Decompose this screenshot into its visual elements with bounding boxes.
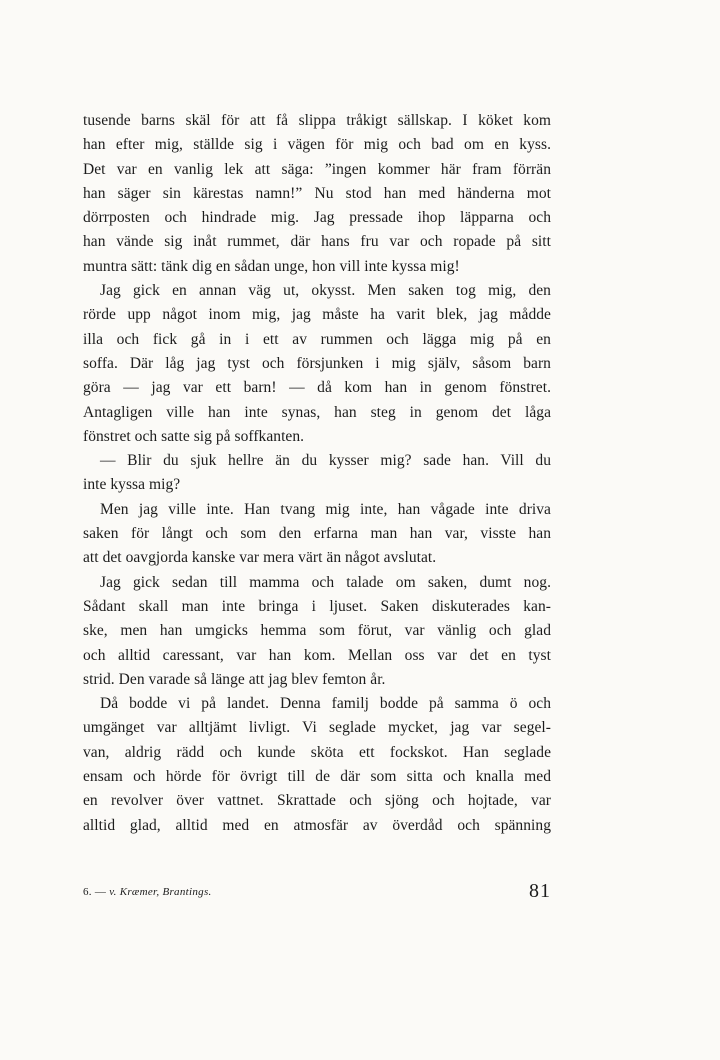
text-line: Då bodde vi på landet. Denna familj bodde på samma ö och — [100, 695, 551, 713]
printer-signature — [83, 886, 212, 898]
text-line: ensam och hörde för övrigt till de där som sitta och knalla med — [83, 768, 551, 786]
text-line: Men jag ville inte. Han tvang mig inte, han vågade inte driva — [100, 500, 551, 518]
text-line: soffa. Där låg jag tyst och försjunken i mig själv, såsom barn — [83, 354, 551, 372]
signature-number: 6. — — [83, 886, 110, 898]
page-footer — [83, 880, 551, 910]
text-line: muntra sätt: tänk dig en sådan unge, hon vill inte kyssa mig! — [83, 257, 460, 275]
text-line: Antagligen ville han inte synas, han steg in genom det låga — [83, 403, 551, 421]
text-line: Sådant skall man inte bringa i ljuset. Saken diskuterades kan- — [83, 597, 551, 615]
text-line: inte kyssa mig? — [83, 476, 181, 494]
text-line: umgänget var alltjämt livligt. Vi seglade mycket, jag var segel- — [83, 719, 551, 737]
text-line: Det var en vanlig lek att säga: ”ingen kommer här fram förrän — [83, 160, 551, 178]
text-line: och alltid caressant, var han kom. Mellan oss var det en tyst — [83, 646, 551, 664]
text-line: van, aldrig rädd och kunde sköta ett fockskot. Han seglade — [83, 743, 551, 761]
text-line: dörrposten och hindrade mig. Jag pressade ihop läpparna och — [83, 209, 551, 227]
text-line: att det oavgjorda kanske var mera värt än något avslutat. — [83, 549, 437, 567]
text-line: göra — jag var ett barn! — då kom han in genom fönstret. — [83, 379, 551, 397]
text-line: Jag gick en annan väg ut, okysst. Men saken tog mig, den — [100, 282, 551, 300]
page-number: 81 — [529, 880, 551, 902]
text-line: fönstret och satte sig på soffkanten. — [83, 427, 305, 445]
text-line: han vände sig inåt rummet, där hans fru var och ropade på sitt — [83, 233, 551, 251]
text-line: Jag gick sedan till mamma och talade om saken, dumt nog. — [100, 573, 551, 591]
text-line: tusende barns skäl för att få slippa tråkigt sällskap. I köket kom — [83, 112, 551, 129]
text-line: illa och fick gå in i ett av rummen och lägga mig på en — [83, 330, 551, 348]
signature-text: v. Kræmer, Brantings. — [109, 886, 212, 898]
text-line: saken för långt och som den erfarna man han var, visste han — [83, 525, 551, 543]
text-line: ske, men han umgicks hemma som förut, var vänlig och glad — [83, 622, 551, 640]
text-line: — Blir du sjuk hellre än du kysser mig? sade han. Vill du — [100, 452, 551, 470]
body-text — [83, 109, 551, 838]
text-line: strid. Den varade så länge att jag blev femton år. — [83, 670, 386, 688]
text-line: alltid glad, alltid med en atmosfär av överdåd och spänning — [83, 816, 551, 834]
text-line: han säger sin kärestas namn!” Nu stod han med händerna mot — [83, 184, 551, 202]
text-line: han efter mig, ställde sig i vägen för mig och bad om en kyss. — [83, 136, 551, 154]
text-line: rörde upp något inom mig, jag måste ha varit blek, jag mådde — [83, 306, 551, 324]
text-line: en revolver över vattnet. Skrattade och sjöng och hojtade, var — [83, 792, 551, 810]
